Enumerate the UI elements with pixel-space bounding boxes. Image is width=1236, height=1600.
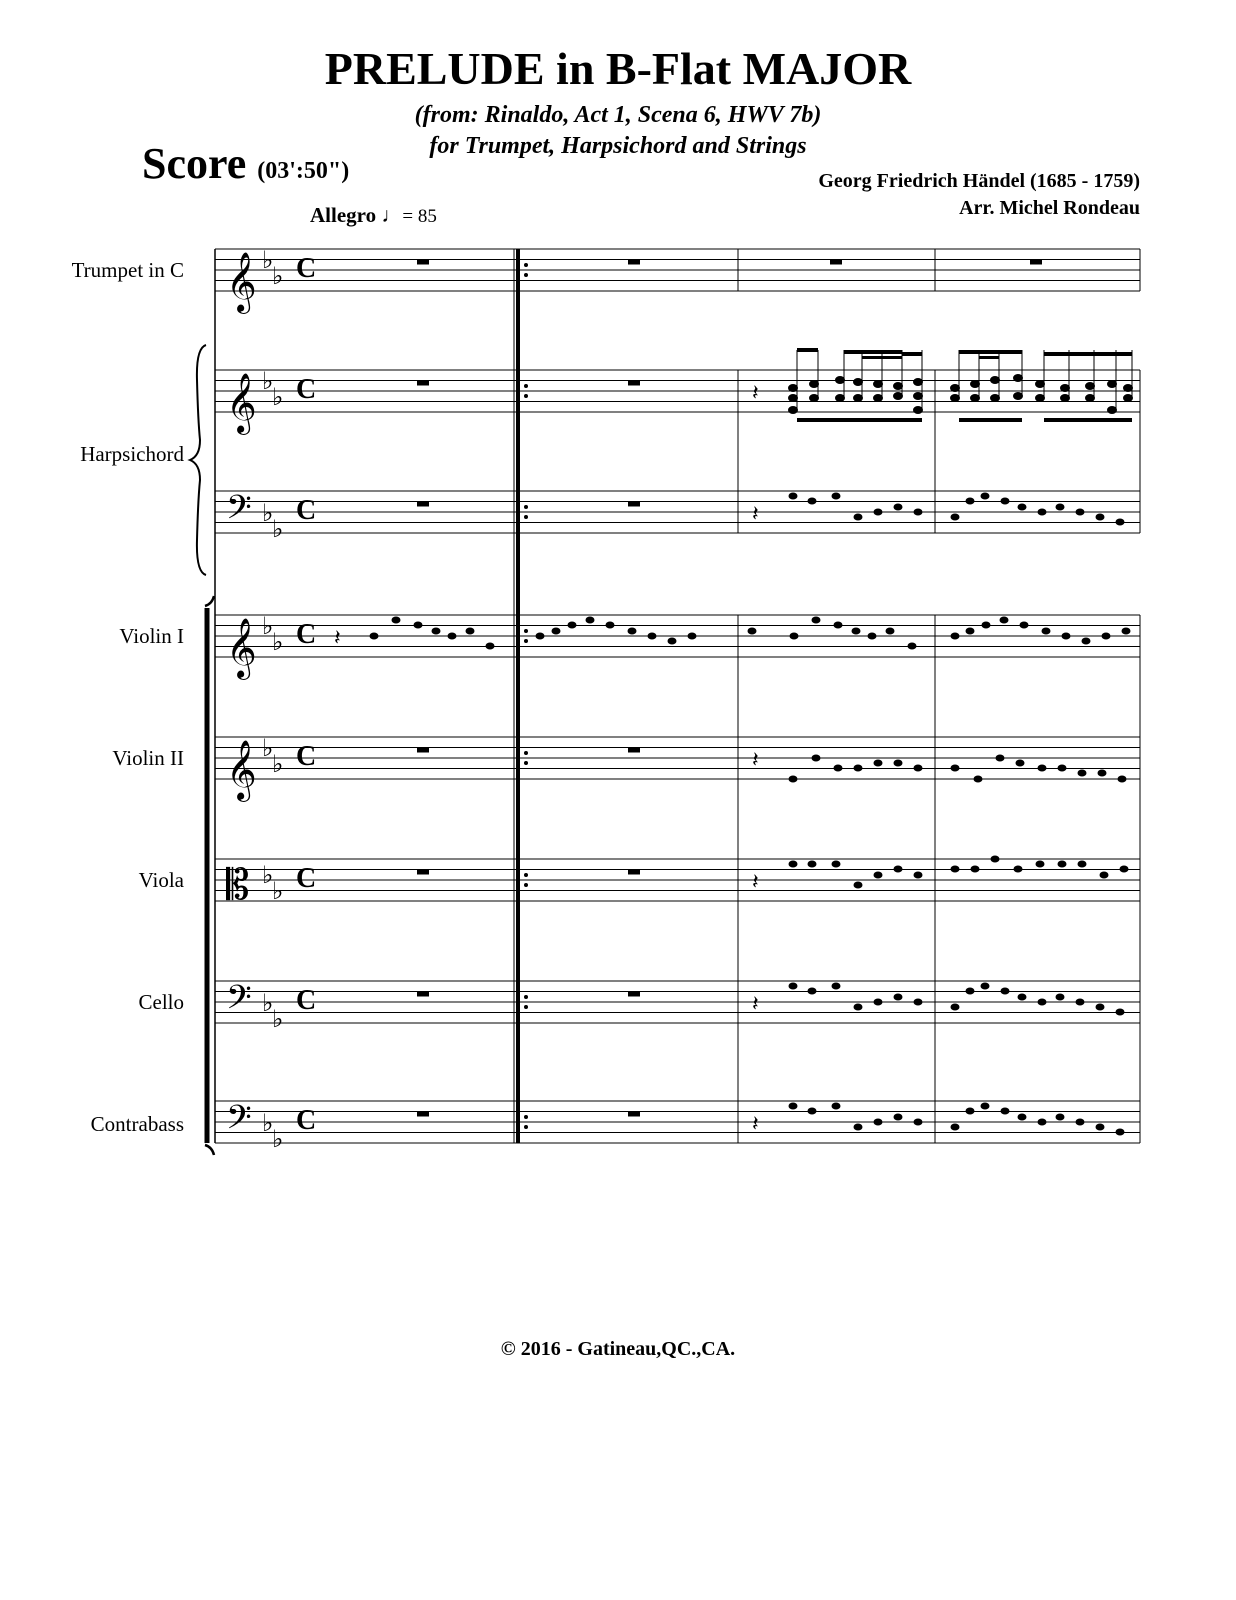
quarter-rest-icon: 𝄽 bbox=[752, 747, 759, 772]
common-time-icon: C bbox=[296, 985, 317, 1016]
flat-icon: ♭ bbox=[262, 248, 274, 274]
common-time-icon: C bbox=[296, 619, 317, 650]
whole-rest-icon bbox=[417, 502, 429, 507]
instrument-label-cello: Cello bbox=[138, 990, 184, 1014]
flat-icon: ♭ bbox=[262, 991, 274, 1017]
flat-icon: ♭ bbox=[272, 630, 284, 656]
treble-clef-icon: 𝄞 bbox=[226, 252, 257, 312]
flat-icon: ♭ bbox=[262, 501, 274, 527]
whole-rest-icon bbox=[417, 992, 429, 997]
flat-icon: ♭ bbox=[272, 1127, 284, 1153]
whole-rest-icon bbox=[628, 1112, 640, 1117]
instrument-label-harpsichord: Harpsichord bbox=[80, 442, 184, 466]
viola-notes bbox=[789, 856, 1129, 889]
score-duration: (03':50") bbox=[257, 158, 350, 184]
whole-rest-icon bbox=[628, 502, 640, 507]
bass-clef-icon: 𝄢 bbox=[226, 489, 252, 535]
staff-violin-1 bbox=[215, 614, 1140, 680]
treble-clef-icon: 𝄞 bbox=[226, 618, 257, 678]
whole-rest-icon bbox=[417, 870, 429, 875]
whole-rest-icon bbox=[628, 260, 640, 265]
staff-viola bbox=[215, 856, 1140, 910]
bass-clef-icon: 𝄢 bbox=[226, 1099, 252, 1145]
staff-harpsichord-upper bbox=[215, 348, 1140, 435]
flat-icon: ♭ bbox=[272, 385, 284, 411]
whole-rest-icon bbox=[628, 748, 640, 753]
instrument-label-violin-2: Violin II bbox=[112, 746, 184, 770]
composer: Georg Friedrich Händel (1685 - 1759) bbox=[818, 170, 1140, 192]
quarter-rest-icon: 𝄽 bbox=[752, 1111, 759, 1136]
subtitle-instrumentation: for Trumpet, Harpsichord and Strings bbox=[429, 133, 807, 159]
instrument-label-violin-1: Violin I bbox=[119, 624, 184, 648]
arranger: Arr. Michel Rondeau bbox=[959, 197, 1140, 219]
whole-rest-icon bbox=[417, 748, 429, 753]
flat-icon: ♭ bbox=[262, 863, 274, 889]
copyright-notice: © 2016 - Gatineau,QC.,CA. bbox=[500, 1338, 736, 1360]
treble-clef-icon: 𝄞 bbox=[226, 373, 257, 433]
quarter-rest-icon: 𝄽 bbox=[752, 501, 759, 526]
barlines bbox=[514, 249, 1140, 1143]
instrument-label-contrabass: Contrabass bbox=[90, 1112, 184, 1136]
tempo-text: Allegro bbox=[310, 203, 377, 227]
quarter-rest-icon: 𝄽 bbox=[752, 869, 759, 894]
flat-icon: ♭ bbox=[272, 879, 284, 905]
staff-trumpet bbox=[215, 248, 1140, 314]
flat-icon: ♭ bbox=[272, 752, 284, 778]
common-time-icon: C bbox=[296, 1105, 317, 1136]
staff-cello bbox=[215, 979, 1140, 1033]
instrument-label-trumpet: Trumpet in C bbox=[71, 258, 184, 282]
quarter-rest-icon: 𝄽 bbox=[752, 380, 759, 405]
tempo-value: = 85 bbox=[402, 206, 437, 227]
whole-rest-icon bbox=[628, 381, 640, 386]
common-time-icon: C bbox=[296, 253, 317, 284]
quarter-rest-icon: 𝄽 bbox=[334, 625, 341, 650]
score-word: Score bbox=[142, 139, 247, 188]
flat-icon: ♭ bbox=[272, 1007, 284, 1033]
alto-clef-icon: 𝄡 bbox=[226, 860, 250, 909]
whole-rest-icon bbox=[417, 1112, 429, 1117]
bass-notes bbox=[789, 493, 1125, 526]
staff-violin-2 bbox=[215, 736, 1140, 802]
whole-rest-icon bbox=[628, 870, 640, 875]
common-time-icon: C bbox=[296, 863, 317, 894]
instrument-label-viola: Viola bbox=[138, 868, 184, 892]
cello-notes bbox=[789, 983, 1125, 1016]
flat-icon: ♭ bbox=[272, 517, 284, 543]
flat-icon: ♭ bbox=[262, 736, 274, 762]
flat-icon: ♭ bbox=[262, 369, 274, 395]
treble-clef-icon: 𝄞 bbox=[226, 740, 257, 800]
contrabass-notes bbox=[789, 1103, 1125, 1136]
quarter-note-icon: ♩ bbox=[381, 203, 403, 227]
common-time-icon: C bbox=[296, 374, 317, 405]
staff-contrabass bbox=[215, 1099, 1140, 1153]
whole-rest-icon bbox=[417, 260, 429, 265]
staff-harpsichord-lower bbox=[215, 489, 1140, 543]
subtitle-source: (from: Rinaldo, Act 1, Scena 6, HWV 7b) bbox=[414, 102, 822, 128]
whole-rest-icon bbox=[830, 260, 842, 265]
page-title: PRELUDE in B-Flat MAJOR bbox=[324, 43, 912, 94]
common-time-icon: C bbox=[296, 741, 317, 772]
flat-icon: ♭ bbox=[262, 1111, 274, 1137]
whole-rest-icon bbox=[1030, 260, 1042, 265]
whole-rest-icon bbox=[628, 992, 640, 997]
common-time-icon: C bbox=[296, 495, 317, 526]
whole-rest-icon bbox=[417, 381, 429, 386]
violin-1-notes bbox=[370, 617, 1131, 650]
flat-icon: ♭ bbox=[262, 614, 274, 640]
quarter-rest-icon: 𝄽 bbox=[752, 991, 759, 1016]
flat-icon: ♭ bbox=[272, 264, 284, 290]
bass-clef-icon: 𝄢 bbox=[226, 979, 252, 1025]
system-brackets bbox=[190, 249, 215, 1155]
